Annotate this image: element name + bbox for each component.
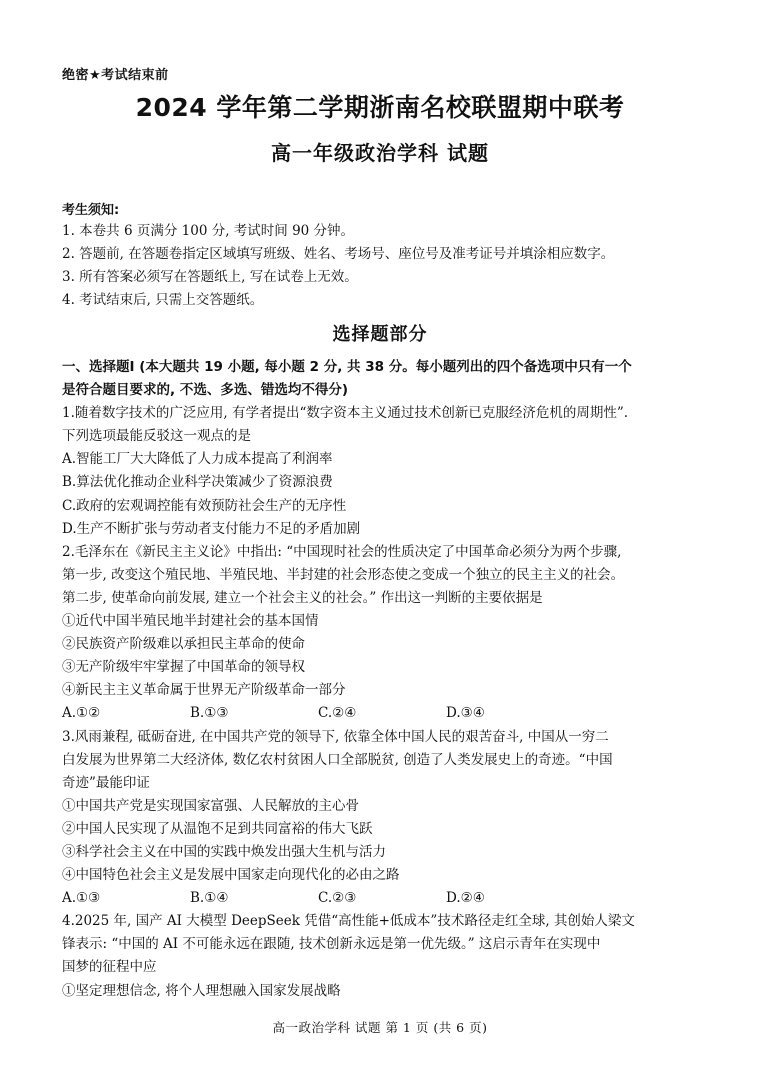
q3-option-b: B.①④ — [190, 890, 229, 907]
q3-item-3: ③科学社会主义在中国的实践中焕发出强大生机与活力 — [62, 843, 386, 860]
q4-stem-cont: 锋表示: “中国的 AI 不可能永远在跟随, 技术创新永远是第一优先级。” 这启示青年在实现中 — [62, 936, 601, 953]
q4-stem: 4.2025 年, 国产 AI 大模型 DeepSeek 凭借“高性能+低成本”技术路径走红全球, 其创始人梁文 — [62, 913, 635, 930]
q2-item-1: ①近代中国半殖民地半封建社会的基本国情 — [62, 613, 319, 630]
notice-item: 3. 所有答案必须写在答题纸上, 写在试卷上无效。 — [62, 269, 358, 285]
q1-stem-cont: 下列选项最能反驳这一观点的是 — [62, 428, 251, 445]
q3-item-2: ②中国人民实现了从温饱不足到共同富裕的伟大飞跃 — [62, 820, 373, 837]
q3-stem-cont: 白发展为世界第二大经济体, 数亿农村贫困人口全部脱贫, 创造了人类发展史上的奇迹。“中国 — [62, 751, 613, 768]
q3-option-c: C.②③ — [318, 890, 357, 907]
q1-option-c: C.政府的宏观调控能有效预防社会生产的无序性 — [62, 497, 347, 514]
notice-list — [62, 220, 712, 312]
notice-item: 4. 考试结束后, 只需上交答题纸。 — [62, 292, 264, 308]
q2-item-2: ②民族资产阶级难以承担民主革命的使命 — [62, 636, 305, 653]
q1-option-d: D.生产不断扩张与劳动者支付能力不足的矛盾加剧 — [62, 520, 361, 537]
section-title: 选择题部分 — [332, 324, 428, 345]
q2-stem-cont: 第一步, 改变这个殖民地、半殖民地、半封建的社会形态使之变成一个独立的民主主义的社会。 — [62, 566, 625, 583]
q2-stem: 2.毛泽东在《新民主主义论》中指出: “中国现时社会的性质决定了中国革命必须分为两个步骤, — [62, 543, 622, 560]
q2-option-b: B.①③ — [190, 705, 229, 722]
q2-stem-cont: 第二步, 使革命向前发展, 建立一个社会主义的社会。” 作出这一判断的主要依据是 — [62, 589, 543, 606]
notice-item: 1. 本卷共 6 页满分 100 分, 考试时间 90 分钟。 — [62, 223, 355, 239]
q2-option-a: A.①② — [62, 705, 101, 722]
q2-item-3: ③无产阶级牢牢掌握了中国革命的领导权 — [62, 659, 305, 676]
q3-stem-cont: 奇迹”最能印证 — [62, 774, 150, 791]
q3-options — [62, 887, 710, 910]
q1-option-a: A.智能工厂大大降低了人力成本提高了利润率 — [62, 451, 333, 468]
q3-item-4: ④中国特色社会主义是发展中国家走向现代化的必由之路 — [62, 867, 400, 884]
q3-option-d: D.②④ — [446, 890, 485, 907]
q2-option-c: C.②④ — [318, 705, 357, 722]
page-footer: 高一政治学科 试题 第 1 页 (共 6 页) — [272, 1020, 488, 1035]
q2-item-4: ④新民主主义革命属于世界无产阶级革命一部分 — [62, 682, 346, 699]
q4-stem-cont: 国梦的征程中应 — [62, 959, 157, 976]
notice-heading: 考生须知: — [62, 203, 120, 218]
q3-item-1: ①中国共产党是实现国家富强、人民解放的主心骨 — [62, 797, 359, 814]
part-instructions-cont: 是符合题目要求的, 不选、多选、错选均不得分) — [62, 382, 348, 399]
q1-stem: 1.随着数字技术的广泛应用, 有学者提出“数字资本主义通过技术创新已克服经济危机的周期性”. — [62, 405, 629, 422]
notice-item: 2. 答题前, 在答题卷指定区域填写班级、姓名、考场号、座位号及准考证号并填涂相应数字。 — [62, 246, 615, 262]
part-instructions: 一、选择题Ⅰ (本大题共 19 小题, 每小题 2 分, 共 38 分。每小题列出的四个备选项中只有一个 — [62, 359, 632, 375]
questions-body — [62, 356, 710, 1003]
q3-option-a: A.①③ — [62, 890, 101, 907]
q1-option-b: B.算法优化推动企业科学决策减少了资源浪费 — [62, 474, 333, 491]
confidential-label: 绝密★考试结束前 — [62, 68, 169, 83]
q2-options — [62, 702, 710, 725]
q3-stem: 3.风雨兼程, 砥砺奋进, 在中国共产党的领导下, 依靠全体中国人民的艰苦奋斗, 中国从一穷二 — [62, 728, 609, 745]
q4-item-1: ①坚定理想信念, 将个人理想融入国家发展战略 — [62, 982, 341, 999]
exam-subtitle: 高一年级政治学科 试题 — [271, 141, 489, 165]
exam-title: 2024 学年第二学期浙南名校联盟期中联考 — [135, 93, 625, 122]
q2-option-d: D.③④ — [446, 705, 485, 722]
